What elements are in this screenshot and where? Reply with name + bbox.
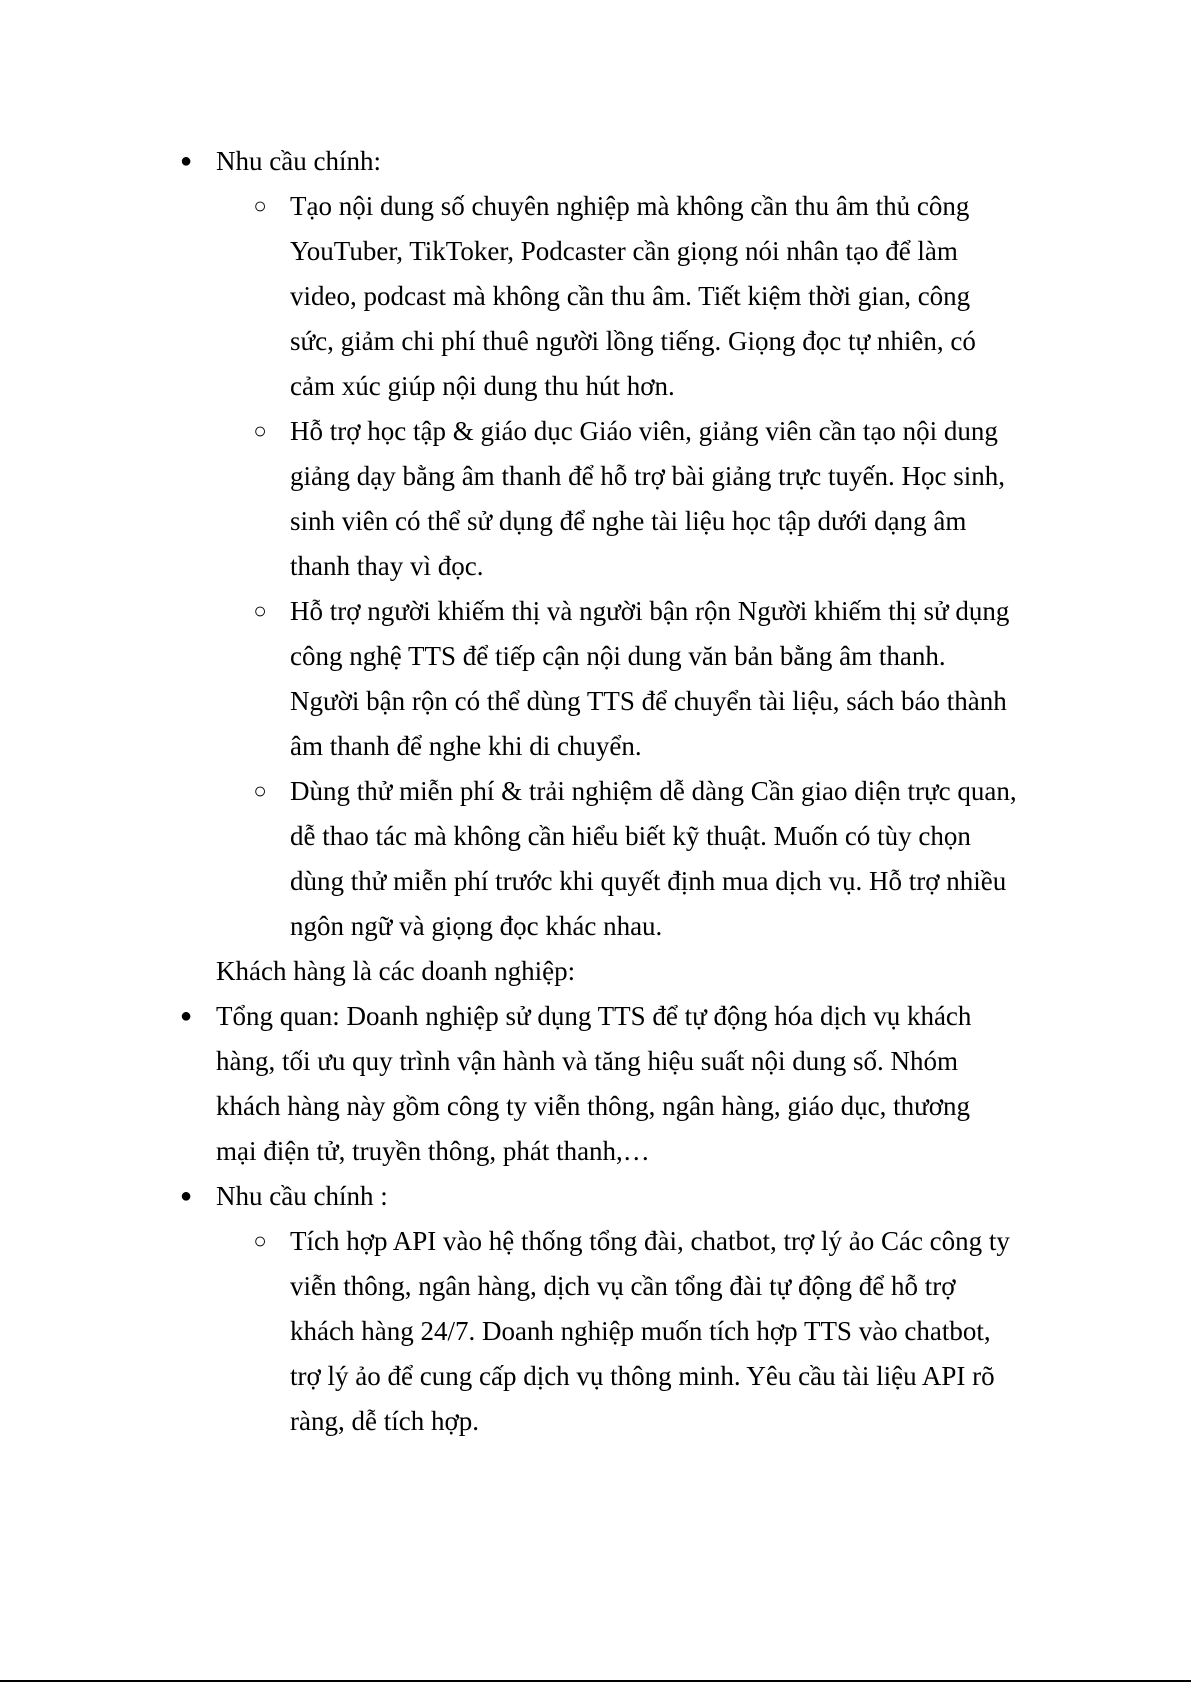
sub-list-item-text: sức, giảm chi phí thuê người lồng tiếng. Giọng đọc tự nhiên, có [290, 326, 976, 356]
sub-list-item-text: video, podcast mà không cần thu âm. Tiết kiệm thời gian, công [290, 281, 971, 311]
sub-list-item: Dùng thử miễn phí & trải nghiệm dễ dàng Cần giao diện trực quan, [290, 776, 1017, 806]
sub-list-item: Hỗ trợ học tập & giáo dục Giáo viên, giảng viên cần tạo nội dung [290, 416, 998, 446]
sub-list-item-text: YouTuber, TikToker, Podcaster cần giọng nói nhân tạo để làm [290, 236, 958, 266]
sub-list-item-text: cảm xúc giúp nội dung thu hút hơn. [290, 371, 675, 401]
sub-list-item-text: công nghệ TTS để tiếp cận nội dung văn bản bằng âm thanh. [290, 641, 946, 671]
sub-list-item-text: ràng, dễ tích hợp. [290, 1406, 479, 1436]
bullet-hollow-icon: ○ [253, 1228, 267, 1253]
list-item-text: hàng, tối ưu quy trình vận hành và tăng hiệu suất nội dung số. Nhóm [216, 1046, 959, 1076]
bullet-hollow-icon: ○ [253, 418, 267, 443]
bullet-hollow-icon: ○ [253, 598, 267, 623]
bullet-filled-icon: ● [179, 1185, 193, 1207]
bullet-hollow-icon: ○ [253, 193, 267, 218]
sub-list-item-text: trợ lý ảo để cung cấp dịch vụ thông minh. Yêu cầu tài liệu API rõ [290, 1361, 995, 1391]
sub-list-item: Tích hợp API vào hệ thống tổng đài, chatbot, trợ lý ảo Các công ty [290, 1226, 1010, 1256]
bullet-filled-icon: ● [179, 1005, 193, 1027]
page-bottom-rule [0, 1680, 1191, 1682]
list-item-heading: Nhu cầu chính: [216, 146, 381, 176]
list-item: Tổng quan: Doanh nghiệp sử dụng TTS để tự động hóa dịch vụ khách [216, 1001, 972, 1031]
sub-list-item-text: sinh viên có thể sử dụng để nghe tài liệu học tập dưới dạng âm [290, 506, 967, 536]
list-item-text: khách hàng này gồm công ty viễn thông, ngân hàng, giáo dục, thương [216, 1091, 971, 1121]
sub-list-item-text: ngôn ngữ và giọng đọc khác nhau. [290, 911, 663, 941]
list-item-heading: Nhu cầu chính : [216, 1181, 388, 1211]
sub-list-item-text: khách hàng 24/7. Doanh nghiệp muốn tích hợp TTS vào chatbot, [290, 1316, 991, 1346]
sub-list-item-text: giảng dạy bằng âm thanh để hỗ trợ bài giảng trực tuyến. Học sinh, [290, 461, 1005, 491]
list-item-text: mại điện tử, truyền thông, phát thanh,… [216, 1136, 650, 1166]
sub-list-item-text: Người bận rộn có thể dùng TTS để chuyển tài liệu, sách báo thành [290, 686, 1007, 716]
sub-list-item-text: viễn thông, ngân hàng, dịch vụ cần tổng đài tự động để hỗ trợ [290, 1271, 956, 1301]
bullet-filled-icon: ● [179, 150, 193, 172]
sub-list-item-text: âm thanh để nghe khi di chuyển. [290, 731, 642, 761]
bullet-hollow-icon: ○ [253, 778, 267, 803]
section-paragraph: Khách hàng là các doanh nghiệp: [216, 956, 576, 986]
sub-list-item-text: dễ thao tác mà không cần hiểu biết kỹ thuật. Muốn có tùy chọn [290, 821, 971, 851]
sub-list-item: Hỗ trợ người khiếm thị và người bận rộn Người khiếm thị sử dụng [290, 596, 1010, 626]
sub-list-item-text: thanh thay vì đọc. [290, 551, 484, 581]
sub-list-item: Tạo nội dung số chuyên nghiệp mà không cần thu âm thủ công [290, 191, 970, 221]
sub-list-item-text: dùng thử miễn phí trước khi quyết định mua dịch vụ. Hỗ trợ nhiều [290, 866, 1007, 896]
